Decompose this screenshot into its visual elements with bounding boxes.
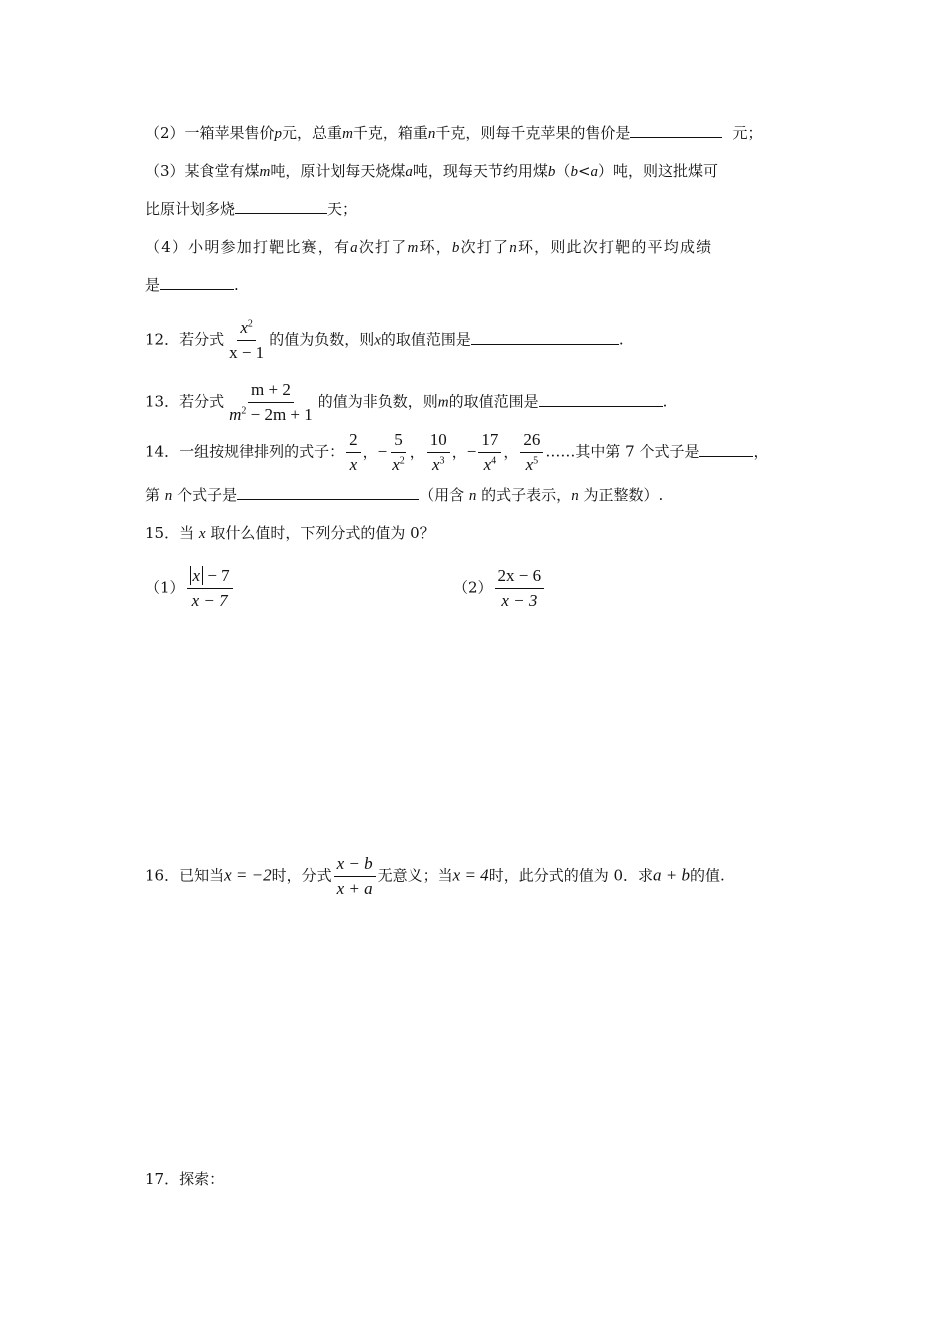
answer-blank[interactable] [471, 330, 619, 345]
term-sign: − [466, 441, 477, 461]
q11-part4-cont: 是 . [145, 276, 239, 294]
fraction: $\frac{x^2}{x - 1}$ [229, 318, 265, 362]
question-15: 15．当 x 取什么值时，下列分式的值为 0？ [145, 524, 435, 542]
question-17: 17．探索： [145, 1170, 225, 1188]
sequence-terms [344, 430, 545, 474]
sequence-term: $\frac{2}{x}$ [346, 430, 361, 475]
fraction: $\frac{x - 7}{x - 7}$ [187, 566, 233, 611]
q11-part4: （4）小明参加打靶比赛，有a次打了m环，b次打了n环，则此次打靶的平均成绩 [145, 238, 713, 256]
term-separator: ， [503, 442, 519, 461]
sequence-term: $\frac{17}{x^4}$ [478, 430, 501, 475]
fraction: $\frac{2x - 6}{x - 3}$ [495, 566, 545, 611]
answer-blank[interactable] [630, 123, 722, 138]
question-16: 16．已知当x = −2时，分式 $\frac{x - b}{x + a}$ 无意义；当x = 4时，此分式的值为 0．求a + b的值. [145, 854, 725, 898]
term-separator: ， [362, 442, 378, 461]
fraction: $\frac{x - b}{x + a}$ [334, 854, 376, 899]
question-13: 13．若分式 $\frac{m + 2}{m^2 - 2m + 1}$ 的值为非负数，则m的取值范围是 . [145, 380, 668, 424]
sequence-term: $\frac{26}{x^5}$ [520, 430, 543, 475]
question-12: 12．若分式 $\frac{x^2}{x - 1}$ 的值为负数，则x的取值范围是 . [145, 318, 624, 362]
term-sign: − [377, 441, 388, 461]
answer-blank[interactable] [539, 392, 663, 407]
fraction: $\frac{m + 2}{m^2 - 2m + 1}$ [229, 380, 313, 424]
answer-blank[interactable] [160, 275, 234, 290]
question-14: 14．一组按规律排列的式子： $\frac{2}{x}$ ，− $\frac{5}{x^2}$ ， $\frac{10}{x^3}$ ，− $\frac{17}{x^4}$ ， $\frac{26}{x^5}$ ……其中第 7 个式子是 ， [145, 430, 769, 474]
q11-part3-cont: 比原计划多烧 天； [145, 200, 358, 218]
answer-blank[interactable] [235, 199, 327, 214]
question-15-sub2: （2） $\frac{2x - 6}{x - 3}$ [453, 566, 546, 611]
sequence-term: $\frac{10}{x^3}$ [427, 430, 450, 475]
term-separator: ， [451, 442, 467, 461]
answer-blank[interactable] [237, 485, 419, 500]
answer-blank[interactable] [699, 442, 753, 457]
question-14-cont: 第 n 个式子是 （用含 n 的式子表示，n 为正整数）. [145, 486, 664, 504]
term-separator: ， [409, 442, 425, 461]
sequence-term: $\frac{5}{x^2}$ [392, 430, 405, 474]
q11-part2: （2）一箱苹果售价p元，总重m千克，箱重n千克，则每千克苹果的售价是 元； [145, 124, 763, 142]
q11-part3: （3）某食堂有煤m吨，原计划每天烧煤a吨，现每天节约用煤b（b<a）吨，则这批煤可 [145, 162, 719, 180]
question-15-sub1: （1） $\frac{x - 7}{x - 7}$ [145, 566, 235, 611]
